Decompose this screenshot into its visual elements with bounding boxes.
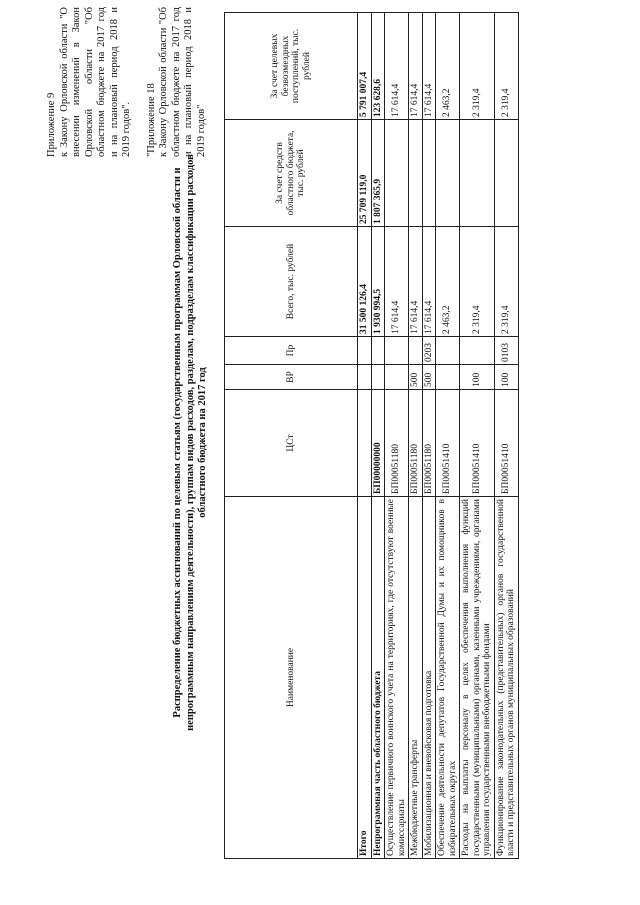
cell-total: 17 614,4 — [422, 227, 436, 337]
cell-gratuitous: 2 319,4 — [460, 13, 495, 120]
header-name: Наименование — [225, 497, 358, 859]
cell-vr: 100 — [494, 365, 518, 390]
cell-regional — [460, 120, 495, 227]
cell-cst: БП00051180 — [422, 390, 436, 497]
cell-vr — [385, 365, 409, 390]
cell-cst: БП00000000 — [371, 390, 385, 497]
table-row — [385, 13, 409, 859]
cell-pr — [358, 337, 372, 365]
cell-vr — [436, 365, 460, 390]
cell-total: 2 319,4 — [460, 227, 495, 337]
cell-gratuitous: 123 628,6 — [371, 13, 385, 120]
cell-pr: 0103 — [494, 337, 518, 365]
cell-vr — [358, 365, 372, 390]
cell-cst: БП00051410 — [436, 390, 460, 497]
cell-gratuitous: 17 614,4 — [385, 13, 409, 120]
cell-total: 31 500 126,4 — [358, 227, 372, 337]
cell-name: Мобилизационная и вневойсковая подготовка — [422, 497, 436, 859]
cell-gratuitous: 5 791 007,4 — [358, 13, 372, 120]
cell-name: Непрограммная часть областного бюджета — [371, 497, 385, 859]
cell-pr — [385, 337, 409, 365]
appendix-number: Приложение 9 — [46, 92, 57, 157]
table-header-row — [225, 13, 358, 859]
cell-name: Межбюджетные трансферты — [409, 497, 423, 859]
cell-total: 2 463,2 — [436, 227, 460, 337]
header-total: Всего, тыс. рублей — [225, 227, 358, 337]
cell-vr: 500 — [409, 365, 423, 390]
cell-vr — [371, 365, 385, 390]
appendix-original-number: "Приложение 18 — [145, 83, 157, 157]
cell-regional: 25 709 119,0 — [358, 120, 372, 227]
appendix-original-reference: к Закону Орловской области "Об областном бюджете на 2017 год и на плановый период 2018 и 2019 годов" — [158, 7, 207, 157]
appendix-law-reference: к Закону Орловской области "О внесении изменений в Закон Орловской области "Об областном бюджете на 2017 год и на плановый период 2018 и 2019 годов". — [58, 7, 132, 157]
cell-regional: 1 807 365,9 — [371, 120, 385, 227]
header-pr: Пр — [225, 337, 358, 365]
table-row — [409, 13, 423, 859]
cell-gratuitous: 17 614,4 — [422, 13, 436, 120]
document-title: Распределение бюджетных ассигнований по целевым статьям (государственным программам Орловской области и непрограммным направлениям деятельности), группам видов расходов, разделам, подразделам классификации расходов областного бюджета на 2017 год — [172, 154, 208, 731]
cell-name: Расходы на выплаты персоналу в целях обеспечения выполнения функций государственными (муниципальными) органами, казенными учреждениями, органами управления государственными внебюджетными фондами — [460, 497, 495, 859]
table-row — [494, 13, 518, 859]
cell-name: Осуществление первичного воинского учета на территориях, где отсутствуют военные комиссариаты — [385, 497, 409, 859]
cell-regional — [494, 120, 518, 227]
cell-cst: БП00051180 — [385, 390, 409, 497]
cell-cst: БП00051410 — [494, 390, 518, 497]
header-regional: За счет средств областного бюджета, тыс. рублей — [225, 120, 358, 227]
cell-gratuitous: 2 319,4 — [494, 13, 518, 120]
cell-pr: 0203 — [422, 337, 436, 365]
cell-name: Функционирование законодательных (представительных) органов государственной власти и представительных органов муниципальных образований — [494, 497, 518, 859]
cell-pr — [371, 337, 385, 365]
header-vr: ВР — [225, 365, 358, 390]
table-row — [371, 13, 385, 859]
cell-gratuitous: 2 463,2 — [436, 13, 460, 120]
header-cst: ЦСт — [225, 390, 358, 497]
cell-gratuitous: 17 614,4 — [409, 13, 423, 120]
cell-cst: БП00051410 — [460, 390, 495, 497]
header-gratuitous: За счет целевых безвозмездных поступлений, тыс. рублей — [225, 13, 358, 120]
cell-pr — [409, 337, 423, 365]
cell-cst: БП00051180 — [409, 390, 423, 497]
cell-regional — [409, 120, 423, 227]
cell-total: 2 319,4 — [494, 227, 518, 337]
table-row — [358, 13, 372, 859]
cell-total: 1 930 994,5 — [371, 227, 385, 337]
cell-name: Обеспечение деятельности депутатов Государственной Думы и их помощников в избирательных округах — [436, 497, 460, 859]
cell-vr: 100 — [460, 365, 495, 390]
cell-regional — [436, 120, 460, 227]
cell-regional — [422, 120, 436, 227]
cell-vr: 500 — [422, 365, 436, 390]
cell-regional — [385, 120, 409, 227]
cell-pr — [460, 337, 495, 365]
budget-table — [224, 12, 519, 859]
cell-total: 17 614,4 — [385, 227, 409, 337]
table-row — [436, 13, 460, 859]
cell-total: 17 614,4 — [409, 227, 423, 337]
cell-name: Итого — [358, 497, 372, 859]
cell-pr — [436, 337, 460, 365]
table-row — [422, 13, 436, 859]
table-row — [460, 13, 495, 859]
cell-cst — [358, 390, 372, 497]
